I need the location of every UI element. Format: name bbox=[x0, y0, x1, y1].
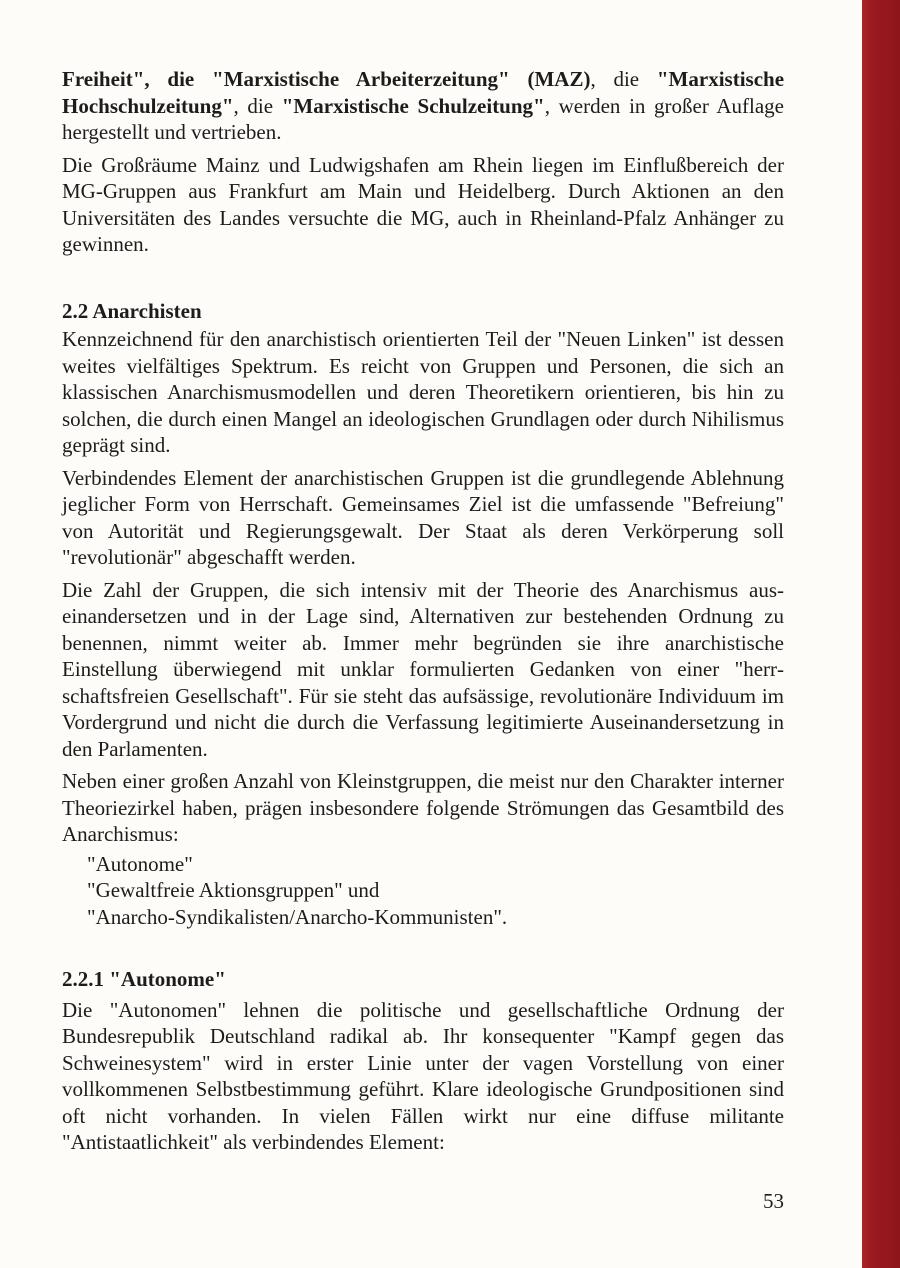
autonome-paragraph: Die "Autonomen" lehnen die politische und gesellschaftliche Ordnung der Bundesrepublik Deutschland radikal ab. Ihr konsequenter "Kampf gegen das Schweinesystem" wird in erster Linie unter der vagen Vorstellung von einer vollkommenen Selbstbestimmung geführt. Klare ideologische Grundpositionen sind oft nicht vorhanden. In vielen Fällen wirkt nur eine diffuse militante "Antistaatlichkeit" als verbindendes Element: bbox=[62, 997, 784, 1154]
list-item: "Gewaltfreie Aktionsgruppen" und bbox=[87, 878, 380, 902]
anarchisten-paragraph-3: Die Zahl der Gruppen, die sich intensiv mit der Theorie des Anarchismus auseinandersetzen und in der Lage sind, Alternativen zur bestehenden Ordnung zu benennen, nimmt weiter ab. Immer mehr begründen sie ihre anarchistische Einstellung überwiegend mit unklar formulierten Gedanken von einer "herrschaftsfreien Gesellschaft". Für sie steht das aufsässige, revolutionäre Individuum im Vordergrund und nicht die durch die Verfassung legitimierte Auseinandersetzung in den Parlamenten. bbox=[62, 577, 784, 761]
intro-bold-schulzeitung: "Marxistische Schulzeitung" bbox=[281, 93, 545, 118]
section-heading-anarchisten: 2.2 Anarchisten bbox=[62, 298, 202, 323]
intro-text-1: "Marxistische Arbeiterzeitung" (MAZ) bbox=[212, 67, 591, 91]
intro-text-3: , die bbox=[233, 93, 282, 118]
intro-bold-freiheit: Freiheit", die bbox=[62, 67, 213, 91]
stroemungen-list bbox=[87, 851, 784, 931]
intro-paragraph bbox=[62, 66, 784, 146]
intro-text-4: , werden in großer Auflage hergestellt und vertrieben. bbox=[62, 93, 784, 144]
list-item: "Anarcho-Syndikalisten/Anarcho-Kommunisten". bbox=[87, 904, 508, 929]
anarchisten-paragraph-2: Verbindendes Element der anarchistischen Gruppen ist die grundlegende Ablehnung jeglicher Form von Herrschaft. Gemeinsames Ziel ist die umfassende "Befreiung" von Autorität und Regierungsgewalt. Der Staat als deren Verkörperung soll "revolutionär" abgeschafft werden. bbox=[62, 465, 784, 569]
intro-bold-hochschulzeitung: "Marxistische Hochschulzeitung" bbox=[62, 67, 785, 118]
document-page bbox=[62, 66, 784, 1156]
page-number: 53 bbox=[763, 1189, 784, 1213]
anarchisten-paragraph-4: Neben einer großen Anzahl von Kleinstgruppen, die meist nur den Charakter interner Theoriezirkel haben, prägen insbesondere folgende Strömungen das Gesamtbild des Anarchismus: bbox=[62, 769, 784, 846]
paragraph-mainz-ludwigshafen: Die Großräume Mainz und Ludwigshafen am Rhein liegen im Einflußbereich der MG-Gruppen aus Frankfurt am Main und Heidelberg. Durch Aktionen an den Universitäten des Landes versuchte die MG, auch in Rheinland-Pfalz Anhänger zu gewinnen. bbox=[62, 152, 784, 256]
anarchisten-paragraph-1: Kennzeichnend für den anarchistisch orientierten Teil der "Neuen Linken" ist dessen weites vielfältiges Spektrum. Es reicht von Gruppen und Personen, die sich an klassischen Anarchismusmodellen und deren Theoretikern orientieren, bis hin zu solchen, die durch einen Mangel an ideologischen Grundlagen oder durch Nihilismus geprägt sind. bbox=[62, 327, 784, 457]
page-edge-red-band bbox=[862, 0, 900, 1268]
list-item: "Autonome" bbox=[87, 851, 193, 876]
intro-text-2: , die bbox=[590, 67, 657, 91]
section-heading-autonome: 2.2.1 "Autonome" bbox=[62, 967, 226, 991]
